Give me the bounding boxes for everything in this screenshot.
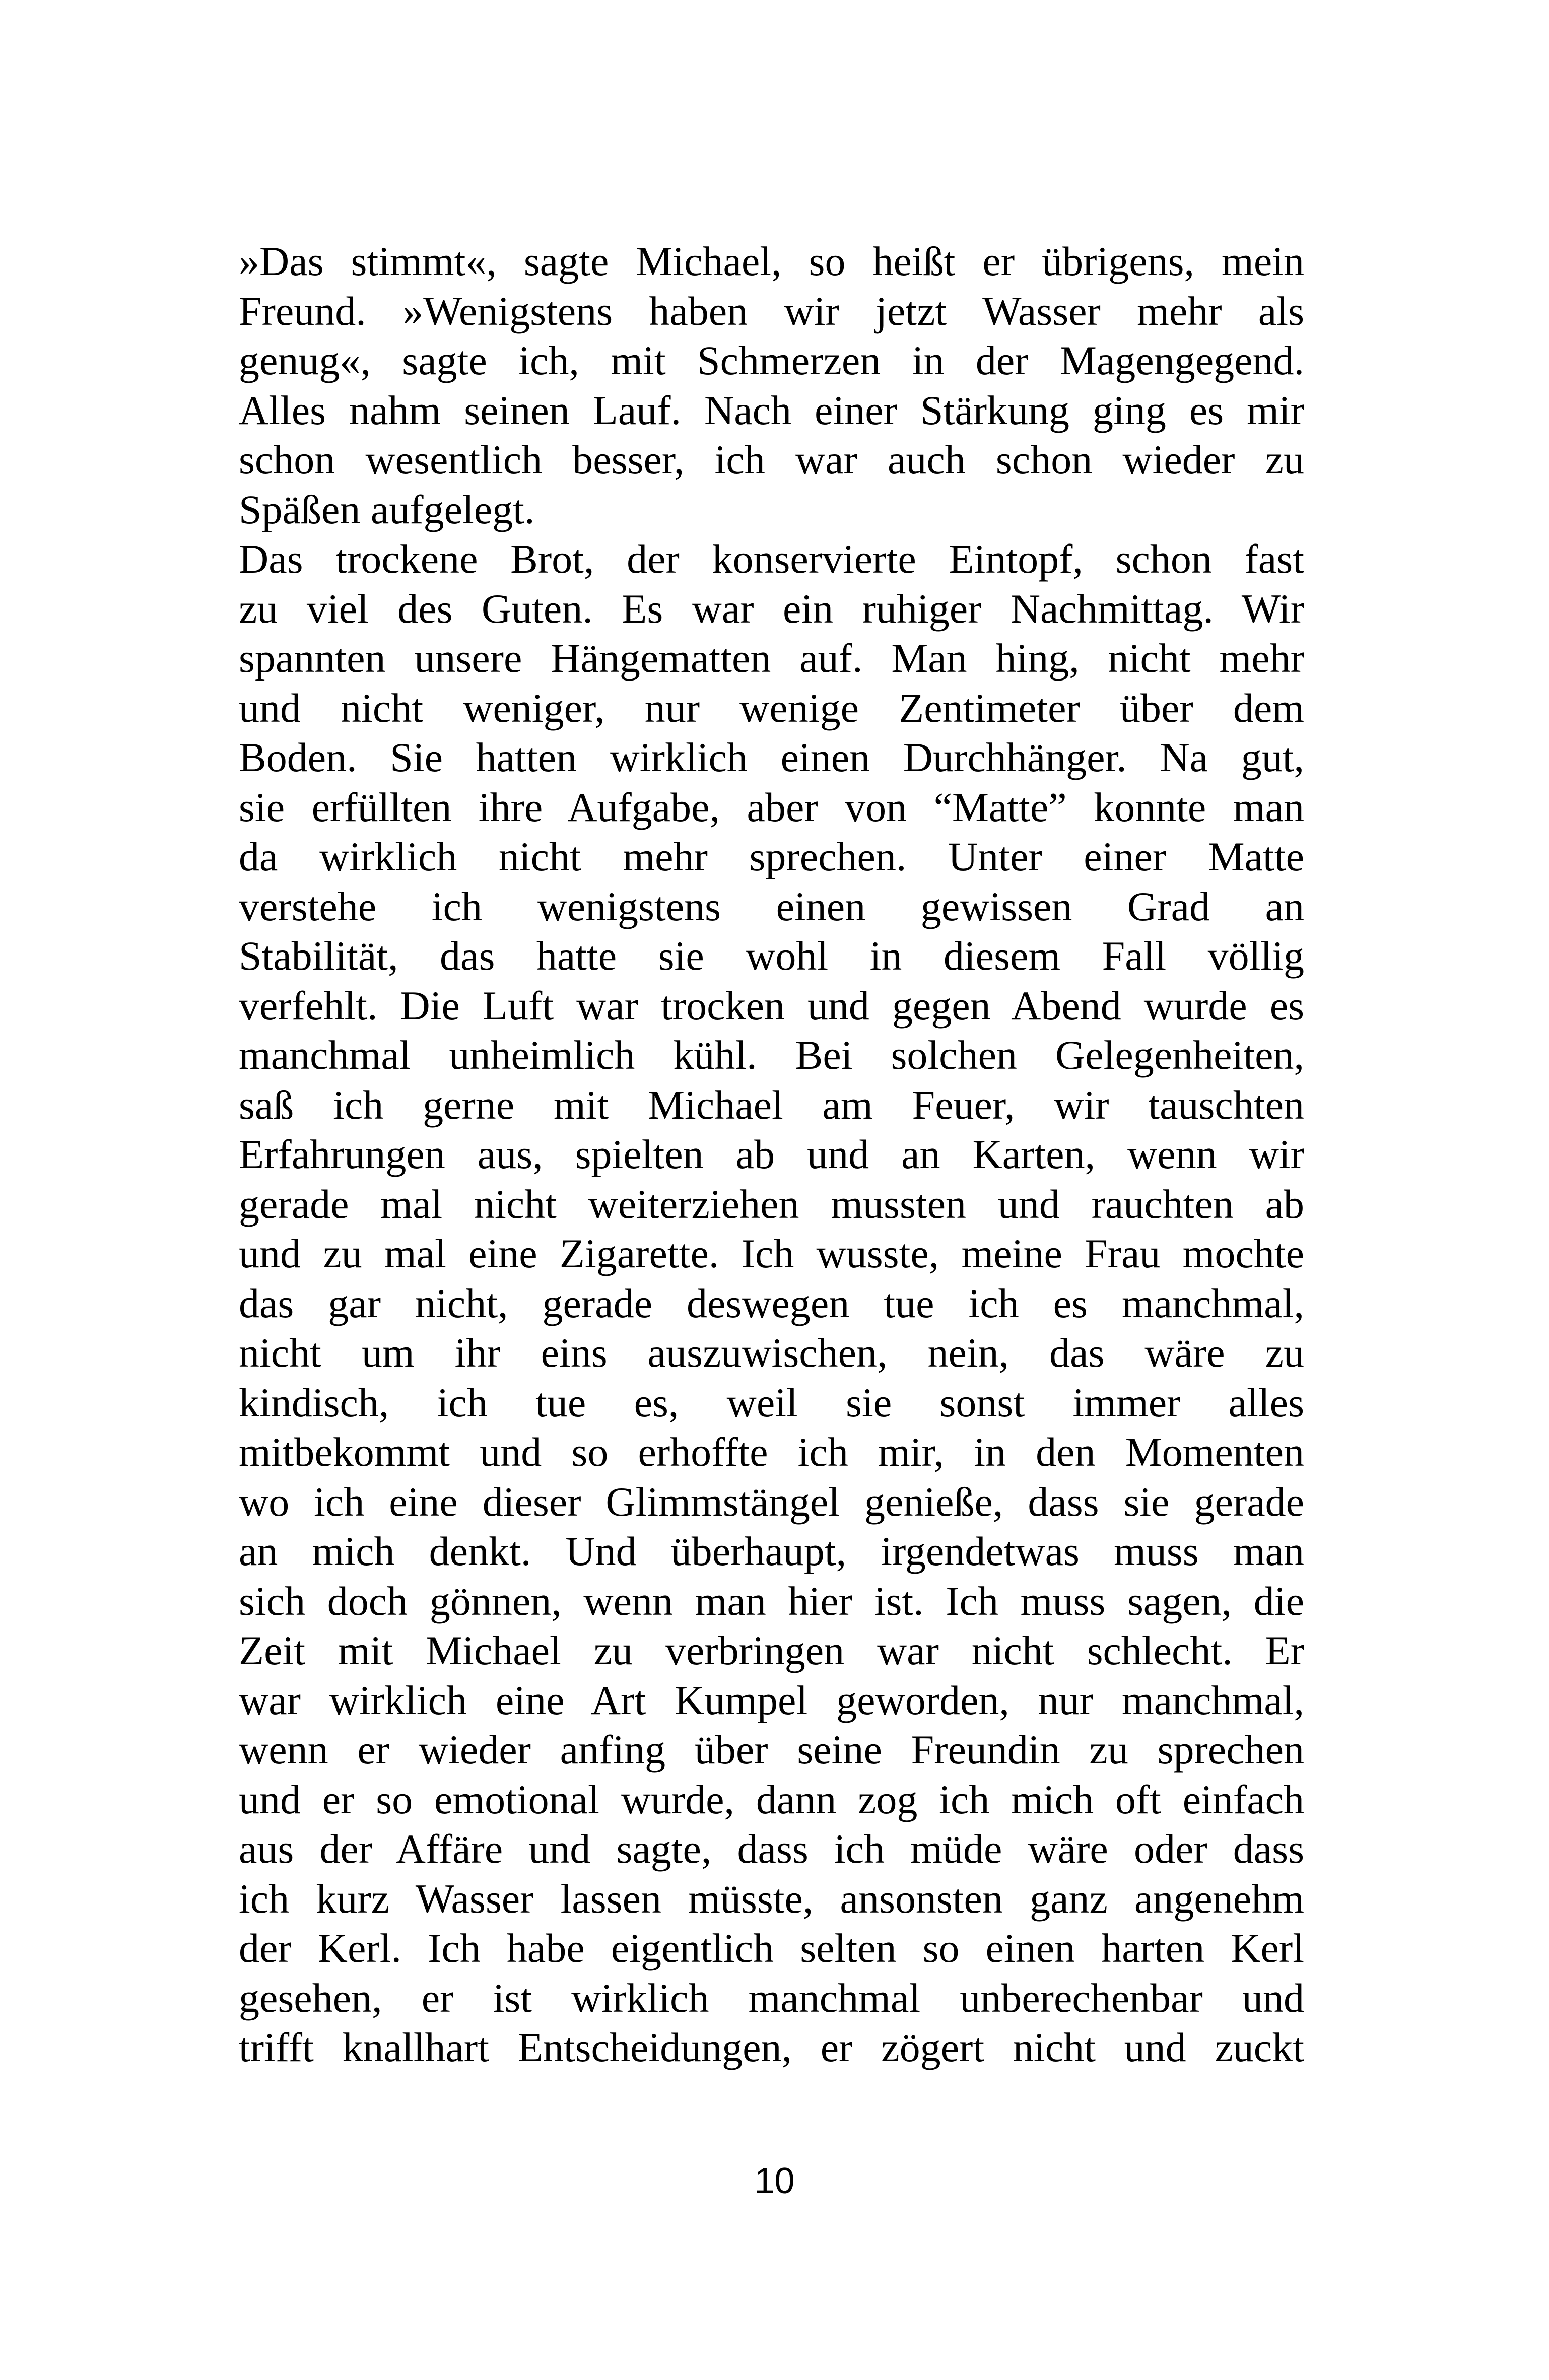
text-line: nicht um ihr eins auszuwischen, nein, das wäre zu <box>239 1330 1304 1376</box>
text-line: wenn er wieder anfing über seine Freundin zu sprechen <box>239 1727 1304 1773</box>
text-line: da wirklich nicht mehr sprechen. Unter einer Matte <box>239 834 1304 879</box>
text-line: und er so emotional wurde, dann zog ich mich oft einfach <box>239 1776 1304 1822</box>
text-line: sie erfüllten ihre Aufgabe, aber von “Matte” konnte man <box>239 784 1304 830</box>
text-line: Späßen aufgelegt. <box>239 486 535 532</box>
text-line: genug«, sagte ich, mit Schmerzen in der Magengegend. <box>239 337 1304 383</box>
text-line: gesehen, er ist wirklich manchmal unberechenbar und <box>239 1975 1304 2021</box>
text-line: das gar nicht, gerade deswegen tue ich es manchmal, <box>239 1280 1304 1326</box>
text-line: »Das stimmt«, sagte Michael, so heißt er übrigens, mein <box>239 238 1304 284</box>
text-line: an mich denkt. Und überhaupt, irgendetwas muss man <box>239 1528 1304 1574</box>
text-line: der Kerl. Ich habe eigentlich selten so einen harten Kerl <box>239 1925 1304 1971</box>
text-line: schon wesentlich besser, ich war auch schon wieder zu <box>239 437 1304 483</box>
text-line: mitbekommt und so erhoffte ich mir, in den Momenten <box>239 1429 1304 1475</box>
paragraph <box>239 237 1304 534</box>
text-line: saß ich gerne mit Michael am Feuer, wir tauschten <box>239 1081 1304 1128</box>
text-line: verstehe ich wenigstens einen gewissen Grad an <box>239 883 1304 929</box>
text-line: manchmal unheimlich kühl. Bei solchen Gelegenheiten, <box>239 1032 1304 1078</box>
body-text <box>239 237 1304 2073</box>
text-line: gerade mal nicht weiterziehen mussten und rauchten ab <box>239 1181 1304 1227</box>
text-line: wo ich eine dieser Glimmstängel genieße, dass sie gerade <box>239 1478 1304 1525</box>
text-line: war wirklich eine Art Kumpel geworden, nur manchmal, <box>239 1677 1304 1723</box>
text-line: kindisch, ich tue es, weil sie sonst immer alles <box>239 1379 1304 1425</box>
text-line: sich doch gönnen, wenn man hier ist. Ich muss sagen, die <box>239 1578 1304 1624</box>
text-line: Boden. Sie hatten wirklich einen Durchhänger. Na gut, <box>239 734 1304 780</box>
text-line: und nicht weniger, nur wenige Zentimeter über dem <box>239 685 1304 731</box>
text-line: trifft knallhart Entscheidungen, er zögert nicht und zuckt <box>239 2024 1304 2070</box>
text-line: verfehlt. Die Luft war trocken und gegen Abend wurde es <box>239 982 1304 1029</box>
text-line: und zu mal eine Zigarette. Ich wusste, meine Frau mochte <box>239 1231 1304 1276</box>
page-number: 10 <box>754 2161 795 2201</box>
text-line: aus der Affäre und sagte, dass ich müde wäre oder dass <box>239 1826 1304 1872</box>
text-line: Alles nahm seinen Lauf. Nach einer Stärkung ging es mir <box>239 387 1304 433</box>
paragraph <box>239 534 1304 2073</box>
text-line: Das trockene Brot, der konservierte Eintopf, schon fast <box>239 536 1304 582</box>
text-line: Erfahrungen aus, spielten ab und an Karten, wenn wir <box>239 1131 1304 1177</box>
text-line: zu viel des Guten. Es war ein ruhiger Nachmittag. Wir <box>239 585 1304 632</box>
text-line: Freund. »Wenigstens haben wir jetzt Wasser mehr als <box>239 288 1304 334</box>
text-line: Stabilität, das hatte sie wohl in diesem Fall völlig <box>239 933 1304 979</box>
text-line: spannten unsere Hängematten auf. Man hing, nicht mehr <box>239 635 1304 681</box>
text-line: Zeit mit Michael zu verbringen war nicht schlecht. Er <box>239 1627 1304 1673</box>
text-line: ich kurz Wasser lassen müsste, ansonsten ganz angenehm <box>239 1875 1304 1922</box>
